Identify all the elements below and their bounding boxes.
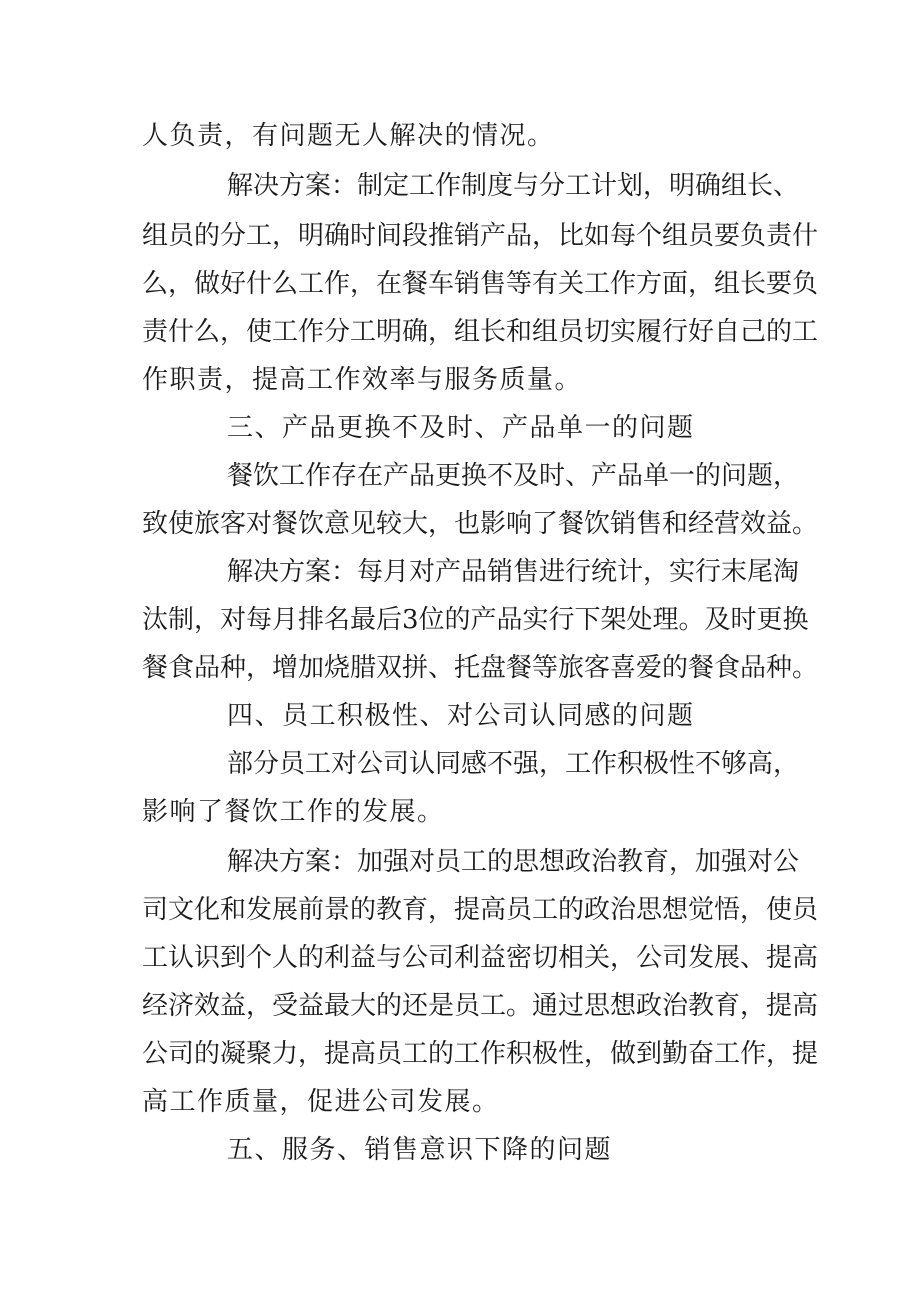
paragraph-line: 经济效益，受益最大的还是员工。通过思想政治教育，提高 (142, 991, 819, 1021)
paragraph-line: 司文化和发展前景的教育，提高员工的政治思想觉悟，使员 (142, 895, 819, 925)
paragraph-line: 餐食品种，增加烧腊双拼、托盘餐等旅客喜爱的餐食品种。 (142, 653, 819, 683)
paragraph-line: 组员的分工，明确时间段推销产品，比如每个组员要负责什 (142, 221, 819, 251)
section-heading: 五、服务、销售意识下降的问题 (227, 1135, 613, 1165)
paragraph-line: 汰制，对每月排名最后3位的产品实行下架处理。及时更换 (142, 605, 809, 635)
paragraph-line: 么，做好什么工作，在餐车销售等有关工作方面，组长要负 (142, 269, 819, 299)
paragraph-line: 人负责，有问题无人解决的情况。 (142, 121, 555, 151)
paragraph-line: 解决方案：加强对员工的思想政治教育，加强对公 (227, 847, 800, 877)
paragraph-line: 责什么，使工作分工明确，组长和组员切实履行好自己的工 (142, 317, 819, 347)
paragraph-line: 作职责，提高工作效率与服务质量。 (142, 365, 583, 395)
paragraph-line: 餐饮工作存在产品更换不及时、产品单一的问题， (227, 461, 800, 491)
paragraph-line: 解决方案：每月对产品销售进行统计，实行末尾淘 (227, 557, 800, 587)
paragraph-line: 影响了餐饮工作的发展。 (142, 797, 445, 827)
paragraph-line: 致使旅客对餐饮意见较大，也影响了餐饮销售和经营效益。 (142, 509, 819, 539)
paragraph-line: 工认识到个人的利益与公司利益密切相关，公司发展、提高 (142, 943, 819, 973)
paragraph-line: 公司的凝聚力，提高员工的工作积极性，做到勤奋工作，提 (142, 1039, 819, 1069)
section-heading: 三、产品更换不及时、产品单一的问题 (227, 413, 695, 443)
paragraph-line: 部分员工对公司认同感不强，工作积极性不够高， (227, 749, 800, 779)
paragraph-line: 高工作质量，促进公司发展。 (142, 1087, 500, 1117)
paragraph-line: 解决方案：制定工作制度与分工计划，明确组长、 (227, 171, 800, 201)
section-heading: 四、员工积极性、对公司认同感的问题 (227, 701, 695, 731)
